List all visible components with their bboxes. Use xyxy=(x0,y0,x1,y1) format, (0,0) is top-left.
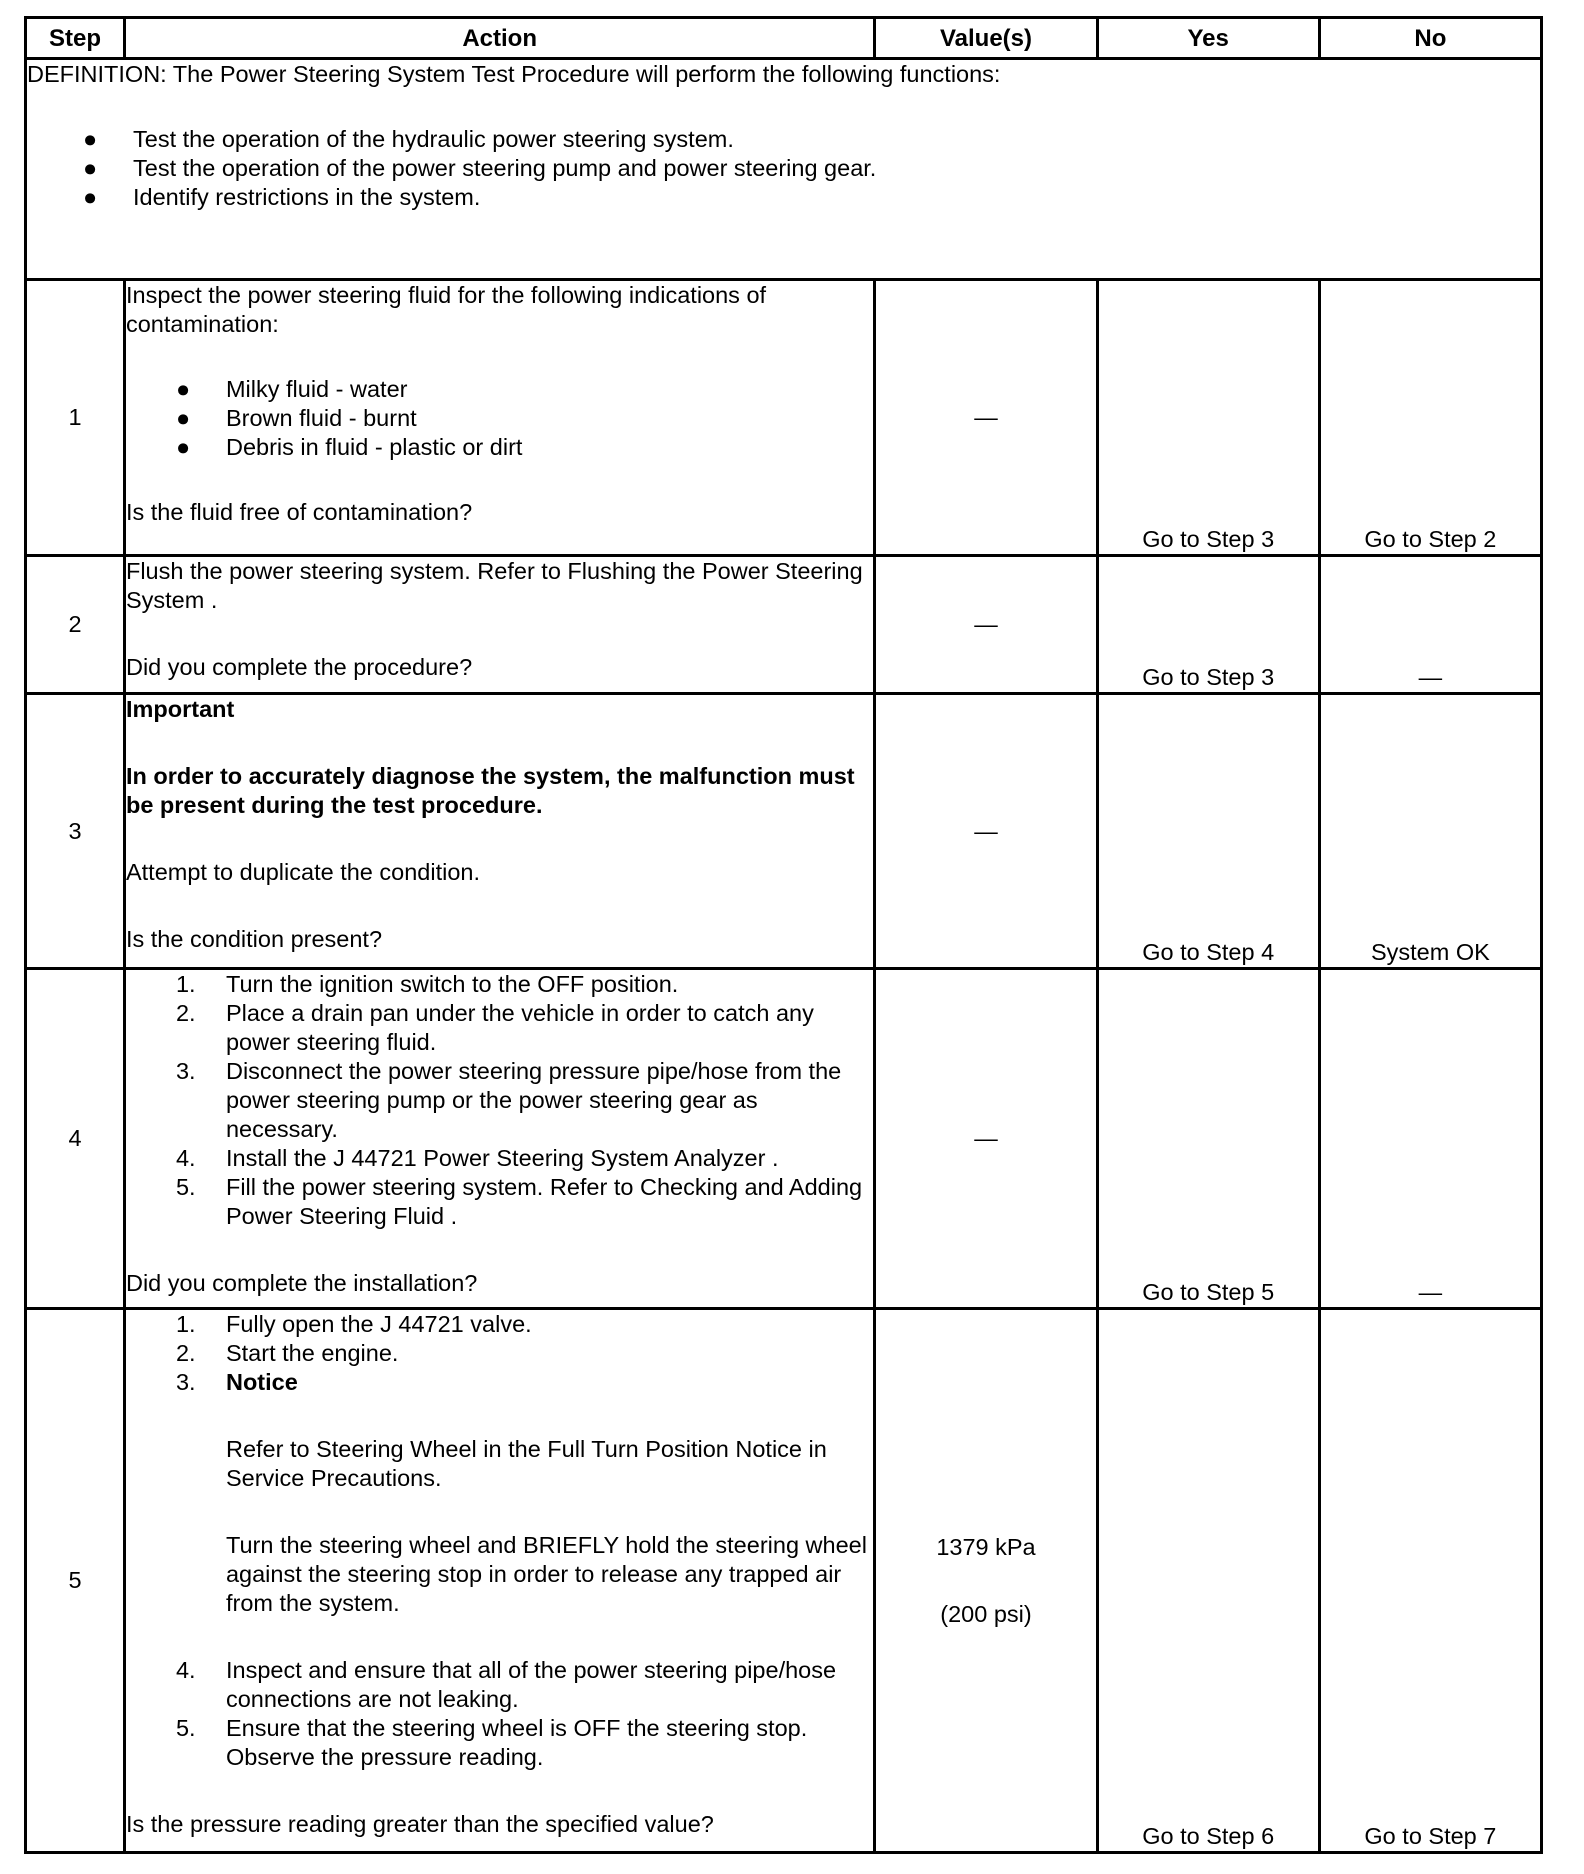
list-item: ● Brown fluid - burnt xyxy=(175,405,417,431)
step-action xyxy=(124,556,874,694)
step-action xyxy=(124,969,874,1309)
value-imperial: (200 psi) xyxy=(940,1600,1032,1627)
step-action xyxy=(124,280,874,556)
step-number: 4 xyxy=(26,969,125,1309)
step-intro: Flush the power steering system. Refer to Flushing the Power Steering System . xyxy=(125,558,863,613)
notice-reference: Refer to Steering Wheel in the Full Turn Position Notice in Service Precautions. xyxy=(225,1436,827,1491)
step-question: Did you complete the procedure? xyxy=(125,654,473,680)
notice-title: Notice xyxy=(225,1369,298,1395)
list-item: 5. Ensure that the steering wheel is OFF the steering stop. Observe the pressure reading. xyxy=(175,1715,808,1770)
table-row-step-1 xyxy=(26,280,1542,556)
list-item: 1. Turn the ignition switch to the OFF position. xyxy=(175,971,679,997)
step-action xyxy=(124,1309,874,1853)
step-instruction: Attempt to duplicate the condition. xyxy=(125,859,480,885)
list-item: ● Test the operation of the hydraulic power steering system. xyxy=(83,126,734,152)
header-values: Value(s) xyxy=(875,18,1097,59)
list-item: ● Test the operation of the power steering pump and power steering gear. xyxy=(83,155,877,181)
list-item: 3. Notice Refer to Steering Wheel in the Full Turn Position Notice in Service Precautions. Turn the steering wheel and BRIEFLY hold the steering wheel against the steering stop in order to release any trapped air from the system. xyxy=(126,1368,873,1656)
list-item: 1. Fully open the J 44721 valve. xyxy=(175,1311,532,1337)
numbered-list xyxy=(126,1310,873,1772)
header-yes: Yes xyxy=(1097,18,1319,59)
diagnostic-procedure-table xyxy=(24,16,1543,1854)
important-text: In order to accurately diagnose the system, the malfunction must be present during the test procedure. xyxy=(125,763,855,818)
step-question: Is the pressure reading greater than the specified value? xyxy=(125,1811,714,1837)
table-row-step-4 xyxy=(26,969,1542,1309)
bullet-icon: ● xyxy=(175,434,191,460)
step-question: Did you complete the installation? xyxy=(125,1270,478,1296)
step-no: — xyxy=(1319,556,1541,694)
list-item: ● Debris in fluid - plastic or dirt xyxy=(175,434,523,460)
definition-bullets xyxy=(83,125,1540,212)
step-number: 3 xyxy=(26,694,125,969)
contamination-bullets xyxy=(175,375,873,462)
numbered-list xyxy=(126,970,873,1231)
definition-row xyxy=(26,59,1542,280)
list-item: 2. Place a drain pan under the vehicle in order to catch any power steering fluid. xyxy=(175,1000,814,1055)
header-row xyxy=(26,18,1542,59)
value-metric: 1379 kPa xyxy=(936,1533,1036,1560)
step-value: — xyxy=(875,280,1097,556)
step-yes: Go to Step 3 xyxy=(1097,556,1319,694)
list-item: 4. Install the J 44721 Power Steering System Analyzer . xyxy=(175,1145,779,1171)
bullet-icon: ● xyxy=(175,376,191,402)
definition-intro: DEFINITION: The Power Steering System Test Procedure will perform the following functions: xyxy=(27,61,1001,87)
bullet-icon: ● xyxy=(83,155,98,181)
list-item: 4. Inspect and ensure that all of the power steering pipe/hose connections are not leaking. xyxy=(175,1657,837,1712)
step-no: System OK xyxy=(1319,694,1541,969)
step-number: 1 xyxy=(26,280,125,556)
table-row-step-2 xyxy=(26,556,1542,694)
step-value: — xyxy=(875,694,1097,969)
bullet-icon: ● xyxy=(175,405,191,431)
header-step: Step xyxy=(26,18,125,59)
step-action xyxy=(124,694,874,969)
step-question: Is the fluid free of contamination? xyxy=(125,499,473,525)
list-item: 5. Fill the power steering system. Refer to Checking and Adding Power Steering Fluid . xyxy=(175,1174,863,1229)
step-no: — xyxy=(1319,969,1541,1309)
list-item: 2. Start the engine. xyxy=(175,1340,399,1366)
step-question: Is the condition present? xyxy=(125,926,383,952)
notice-body: Turn the steering wheel and BRIEFLY hold the steering wheel against the steering stop in order to release any trapped air from the system. xyxy=(225,1532,867,1616)
step-no: Go to Step 7 xyxy=(1319,1309,1541,1853)
list-item: 3. Disconnect the power steering pressure pipe/hose from the power steering pump or the power steering gear as necessary. xyxy=(175,1058,842,1142)
step-intro: Inspect the power steering fluid for the following indications of contamination: xyxy=(125,282,767,337)
header-action: Action xyxy=(124,18,874,59)
step-number: 5 xyxy=(26,1309,125,1853)
step-yes: Go to Step 5 xyxy=(1097,969,1319,1309)
step-number: 2 xyxy=(26,556,125,694)
definition-cell xyxy=(26,59,1542,280)
table-row-step-3 xyxy=(26,694,1542,969)
step-yes: Go to Step 4 xyxy=(1097,694,1319,969)
bullet-icon: ● xyxy=(83,126,98,152)
important-title: Important xyxy=(125,696,235,722)
list-item: ● Identify restrictions in the system. xyxy=(83,184,481,210)
step-yes: Go to Step 3 xyxy=(1097,280,1319,556)
step-value: — xyxy=(875,556,1097,694)
table-row-step-5 xyxy=(26,1309,1542,1853)
step-yes: Go to Step 6 xyxy=(1097,1309,1319,1853)
header-no: No xyxy=(1319,18,1541,59)
bullet-icon: ● xyxy=(83,184,98,210)
step-value xyxy=(875,1309,1097,1853)
step-value: — xyxy=(875,969,1097,1309)
list-item: ● Milky fluid - water xyxy=(175,376,408,402)
step-no: Go to Step 2 xyxy=(1319,280,1541,556)
